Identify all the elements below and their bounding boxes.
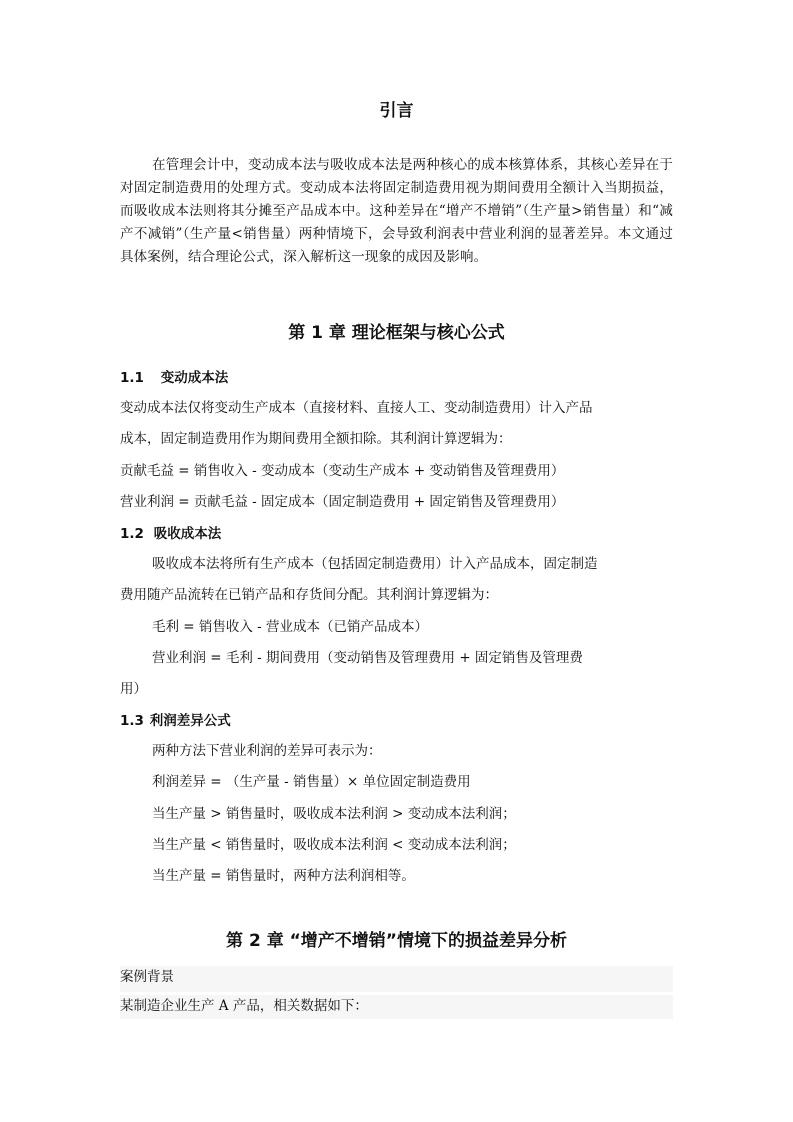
case-background-text: 某制造企业生产 A 产品，相关数据如下： bbox=[120, 995, 673, 1019]
s1-formula-operating-profit: 营业利润 = 贡献毛益 - 固定成本（固定制造费用 + 固定销售及管理费用） bbox=[120, 494, 565, 510]
section-1-2-heading bbox=[120, 522, 221, 542]
s3-text-line1: 两种方法下营业利润的差异可表示为： bbox=[152, 743, 382, 759]
s2-formula-operating-profit-cont: 用） bbox=[120, 681, 147, 697]
intro-title: 引言 bbox=[379, 101, 414, 121]
section-1-3-heading bbox=[120, 709, 231, 729]
s1-text-line1: 变动成本法仅将变动生产成本（直接材料、直接人工、变动制造费用）计入产品 bbox=[120, 400, 593, 416]
section-1-3-number: 1.3 bbox=[120, 713, 144, 729]
chapter2-title: 第 2 章 “增产不增销”情境下的损益差异分析 bbox=[226, 931, 567, 951]
section-1-1-number: 1.1 bbox=[120, 370, 144, 386]
section-1-1-heading bbox=[120, 366, 228, 386]
s3-formula-profit-difference: 利润差异 = （生产量 - 销售量）× 单位固定制造费用 bbox=[152, 774, 471, 790]
s2-formula-gross-profit: 毛利 = 销售收入 - 营业成本（已销产品成本） bbox=[152, 619, 429, 635]
s3-case-production-equal: 当生产量 = 销售量时，两种方法利润相等。 bbox=[152, 868, 415, 884]
case-background-label: 案例背景 bbox=[120, 966, 673, 992]
s3-case-production-less: 当生产量 < 销售量时，吸收成本法利润 < 变动成本法利润； bbox=[152, 837, 516, 853]
intro-paragraph: 在管理会计中，变动成本法与吸收成本法是两种核心的成本核算体系，其核心差异在于对固定制造费用的处理方式。变动成本法将固定制造费用视为期间费用全额计入当期损益，而吸收成本法则将其分摊至产品成本中。这种差异在“增产不增销”（生产量>销售量）和“减产不减销”（生产量<销售量）两种情境下，会导致利润表中营业利润的显著差异。本文通过具体案例，结合理论公式，深入解析这一现象的成因及影响。 bbox=[120, 157, 673, 265]
s2-text-line2: 费用随产品流转在已销产品和存货间分配。其利润计算逻辑为： bbox=[120, 587, 498, 603]
s2-text-line1: 吸收成本法将所有生产成本（包括固定制造费用）计入产品成本，固定制造 bbox=[152, 556, 598, 572]
section-1-1-title: 变动成本法 bbox=[160, 370, 229, 386]
s2-formula-operating-profit: 营业利润 = 毛利 - 期间费用（变动销售及管理费用 + 固定销售及管理费 bbox=[152, 650, 583, 666]
section-1-3-title: 利润差异公式 bbox=[149, 713, 231, 729]
section-1-2-title: 吸收成本法 bbox=[153, 526, 222, 542]
s1-formula-contribution-margin: 贡献毛益 = 销售收入 - 变动成本（变动生产成本 + 变动销售及管理费用） bbox=[120, 463, 565, 479]
section-1-2-number: 1.2 bbox=[120, 526, 144, 542]
chapter1-title: 第 1 章 理论框架与核心公式 bbox=[288, 323, 505, 343]
s3-case-production-greater: 当生产量 > 销售量时，吸收成本法利润 > 变动成本法利润； bbox=[152, 806, 516, 822]
s1-text-line2: 成本，固定制造费用作为期间费用全额扣除。其利润计算逻辑为： bbox=[120, 431, 512, 447]
